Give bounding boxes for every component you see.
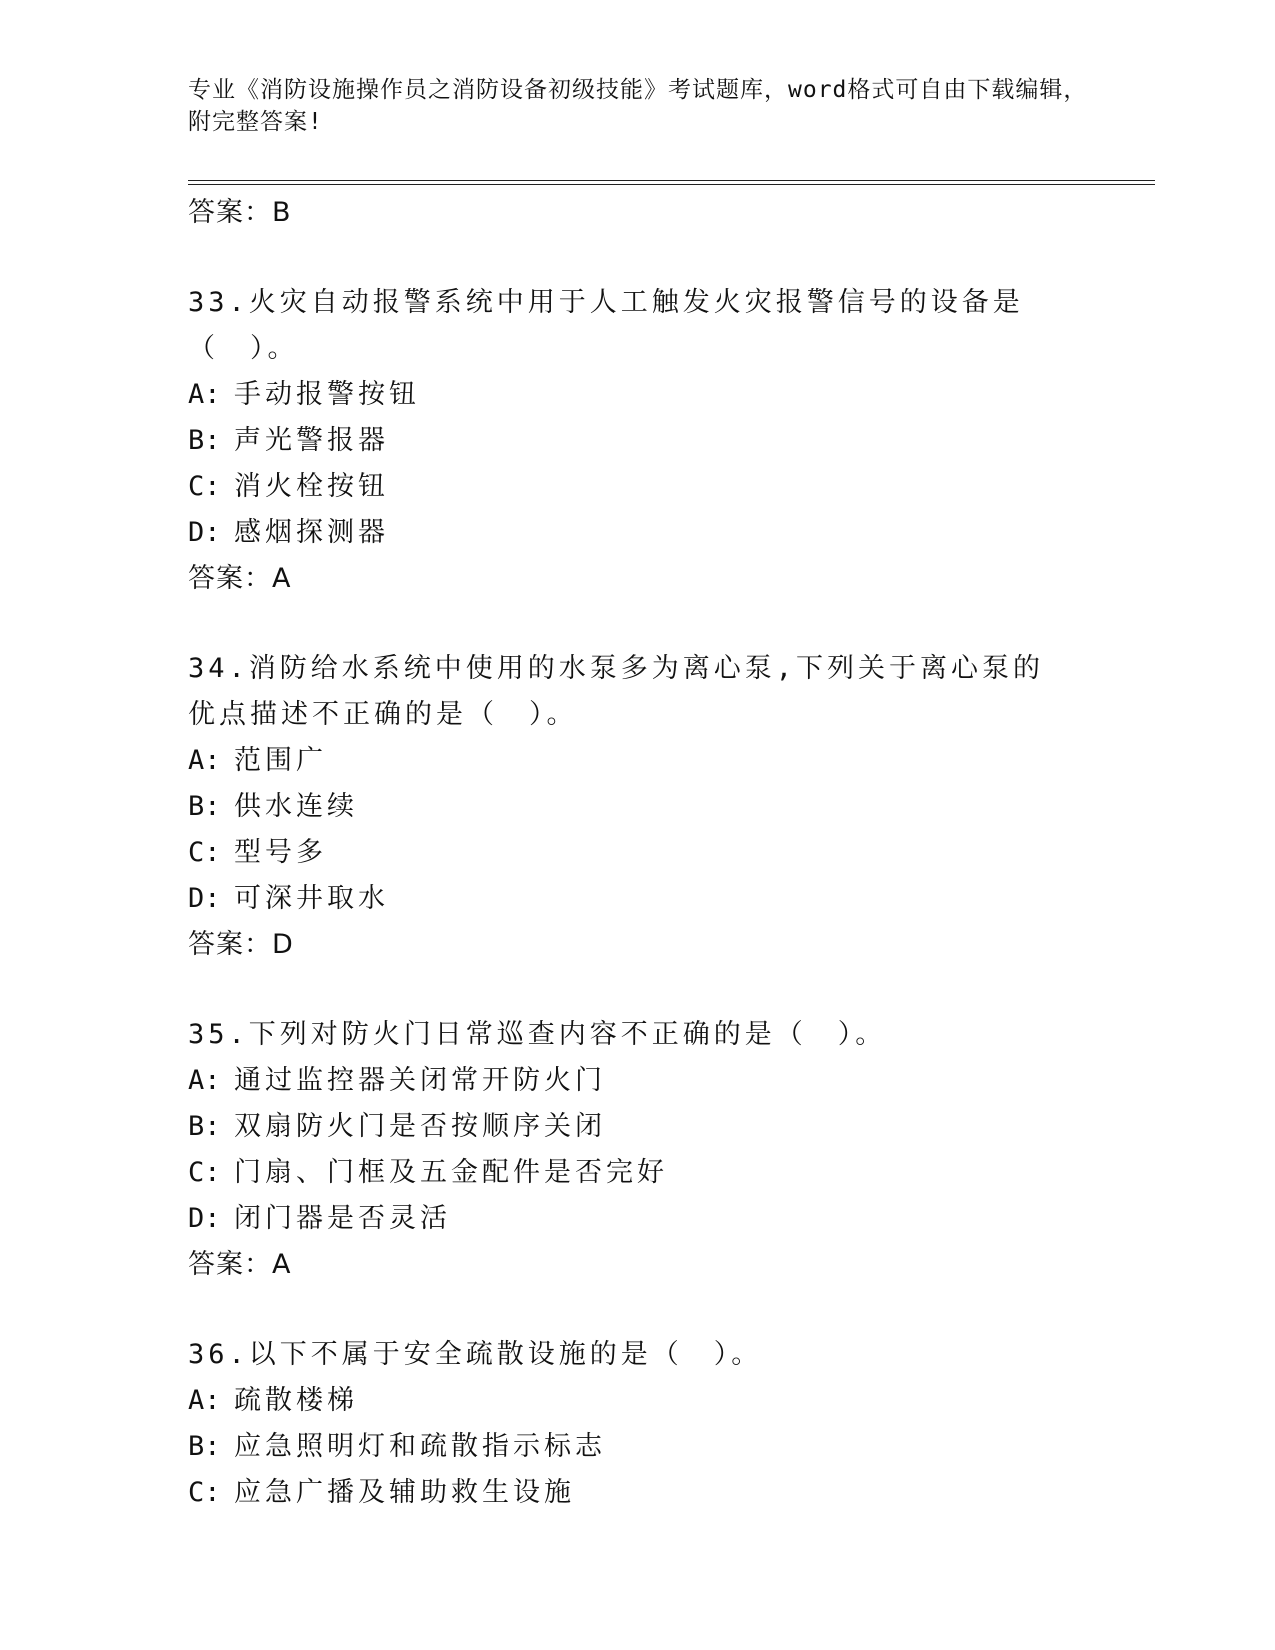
- answer-line: 答案：B: [188, 197, 292, 228]
- option-a: [188, 738, 1068, 784]
- option-letter: B:: [188, 425, 221, 456]
- option-text: 可深井取水: [234, 883, 389, 914]
- option-letter: D:: [188, 517, 221, 548]
- option-letter: C:: [188, 471, 221, 502]
- option-text: 疏散楼梯: [234, 1385, 358, 1416]
- option-text: 消火栓按钮: [234, 471, 389, 502]
- question-stem: 35.下列对防火门日常巡查内容不正确的是（ ）。: [188, 1019, 887, 1050]
- question-33: [188, 280, 1068, 602]
- option-text: 应急照明灯和疏散指示标志: [234, 1431, 606, 1462]
- answer-line: 答案：A: [188, 1249, 292, 1280]
- option-b: [188, 418, 1068, 464]
- page-header: 专业《消防设施操作员之消防设备初级技能》考试题库，word格式可自由下载编辑，附完整答案!: [188, 77, 1088, 135]
- option-text: 供水连续: [234, 791, 358, 822]
- option-b: [188, 1424, 1068, 1470]
- option-text: 双扇防火门是否按顺序关闭: [234, 1111, 606, 1142]
- question-35: [188, 1012, 1068, 1288]
- option-text: 声光警报器: [234, 425, 389, 456]
- option-letter: C:: [188, 1157, 221, 1188]
- option-d: [188, 1196, 1068, 1242]
- option-text: 门扇、门框及五金配件是否完好: [234, 1157, 668, 1188]
- header-divider: [188, 180, 1155, 185]
- option-letter: A:: [188, 745, 221, 776]
- option-text: 闭门器是否灵活: [234, 1203, 451, 1234]
- question-list: [188, 190, 1068, 1516]
- option-letter: D:: [188, 883, 221, 914]
- question-stem: 33.火灾自动报警系统中用于人工触发火灾报警信号的设备是（ ）。: [188, 287, 1024, 364]
- option-c: [188, 464, 1068, 510]
- option-c: [188, 1150, 1068, 1196]
- option-letter: D:: [188, 1203, 221, 1234]
- option-c: [188, 1470, 1068, 1516]
- option-a: [188, 1058, 1068, 1104]
- option-letter: C:: [188, 1477, 221, 1508]
- option-d: [188, 510, 1068, 556]
- option-text: 通过监控器关闭常开防火门: [234, 1065, 606, 1096]
- option-letter: A:: [188, 1065, 221, 1096]
- option-letter: B:: [188, 1111, 221, 1142]
- answer-line: 答案：D: [188, 929, 294, 960]
- option-a: [188, 372, 1068, 418]
- option-text: 感烟探测器: [234, 517, 389, 548]
- question-36: [188, 1332, 1068, 1516]
- option-text: 范围广: [234, 745, 327, 776]
- answer-line: 答案：A: [188, 563, 292, 594]
- option-b: [188, 1104, 1068, 1150]
- option-d: [188, 876, 1068, 922]
- question-stem: 36.以下不属于安全疏散设施的是（ ）。: [188, 1339, 763, 1370]
- option-letter: A:: [188, 379, 221, 410]
- option-c: [188, 830, 1068, 876]
- option-text: 型号多: [234, 837, 327, 868]
- option-letter: B:: [188, 791, 221, 822]
- option-text: 应急广播及辅助救生设施: [234, 1477, 575, 1508]
- question-34: [188, 646, 1068, 968]
- option-letter: B:: [188, 1431, 221, 1462]
- question-stem: 34.消防给水系统中使用的水泵多为离心泵,下列关于离心泵的优点描述不正确的是（ ）。: [188, 653, 1045, 730]
- option-a: [188, 1378, 1068, 1424]
- option-letter: A:: [188, 1385, 221, 1416]
- option-letter: C:: [188, 837, 221, 868]
- option-text: 手动报警按钮: [234, 379, 420, 410]
- option-b: [188, 784, 1068, 830]
